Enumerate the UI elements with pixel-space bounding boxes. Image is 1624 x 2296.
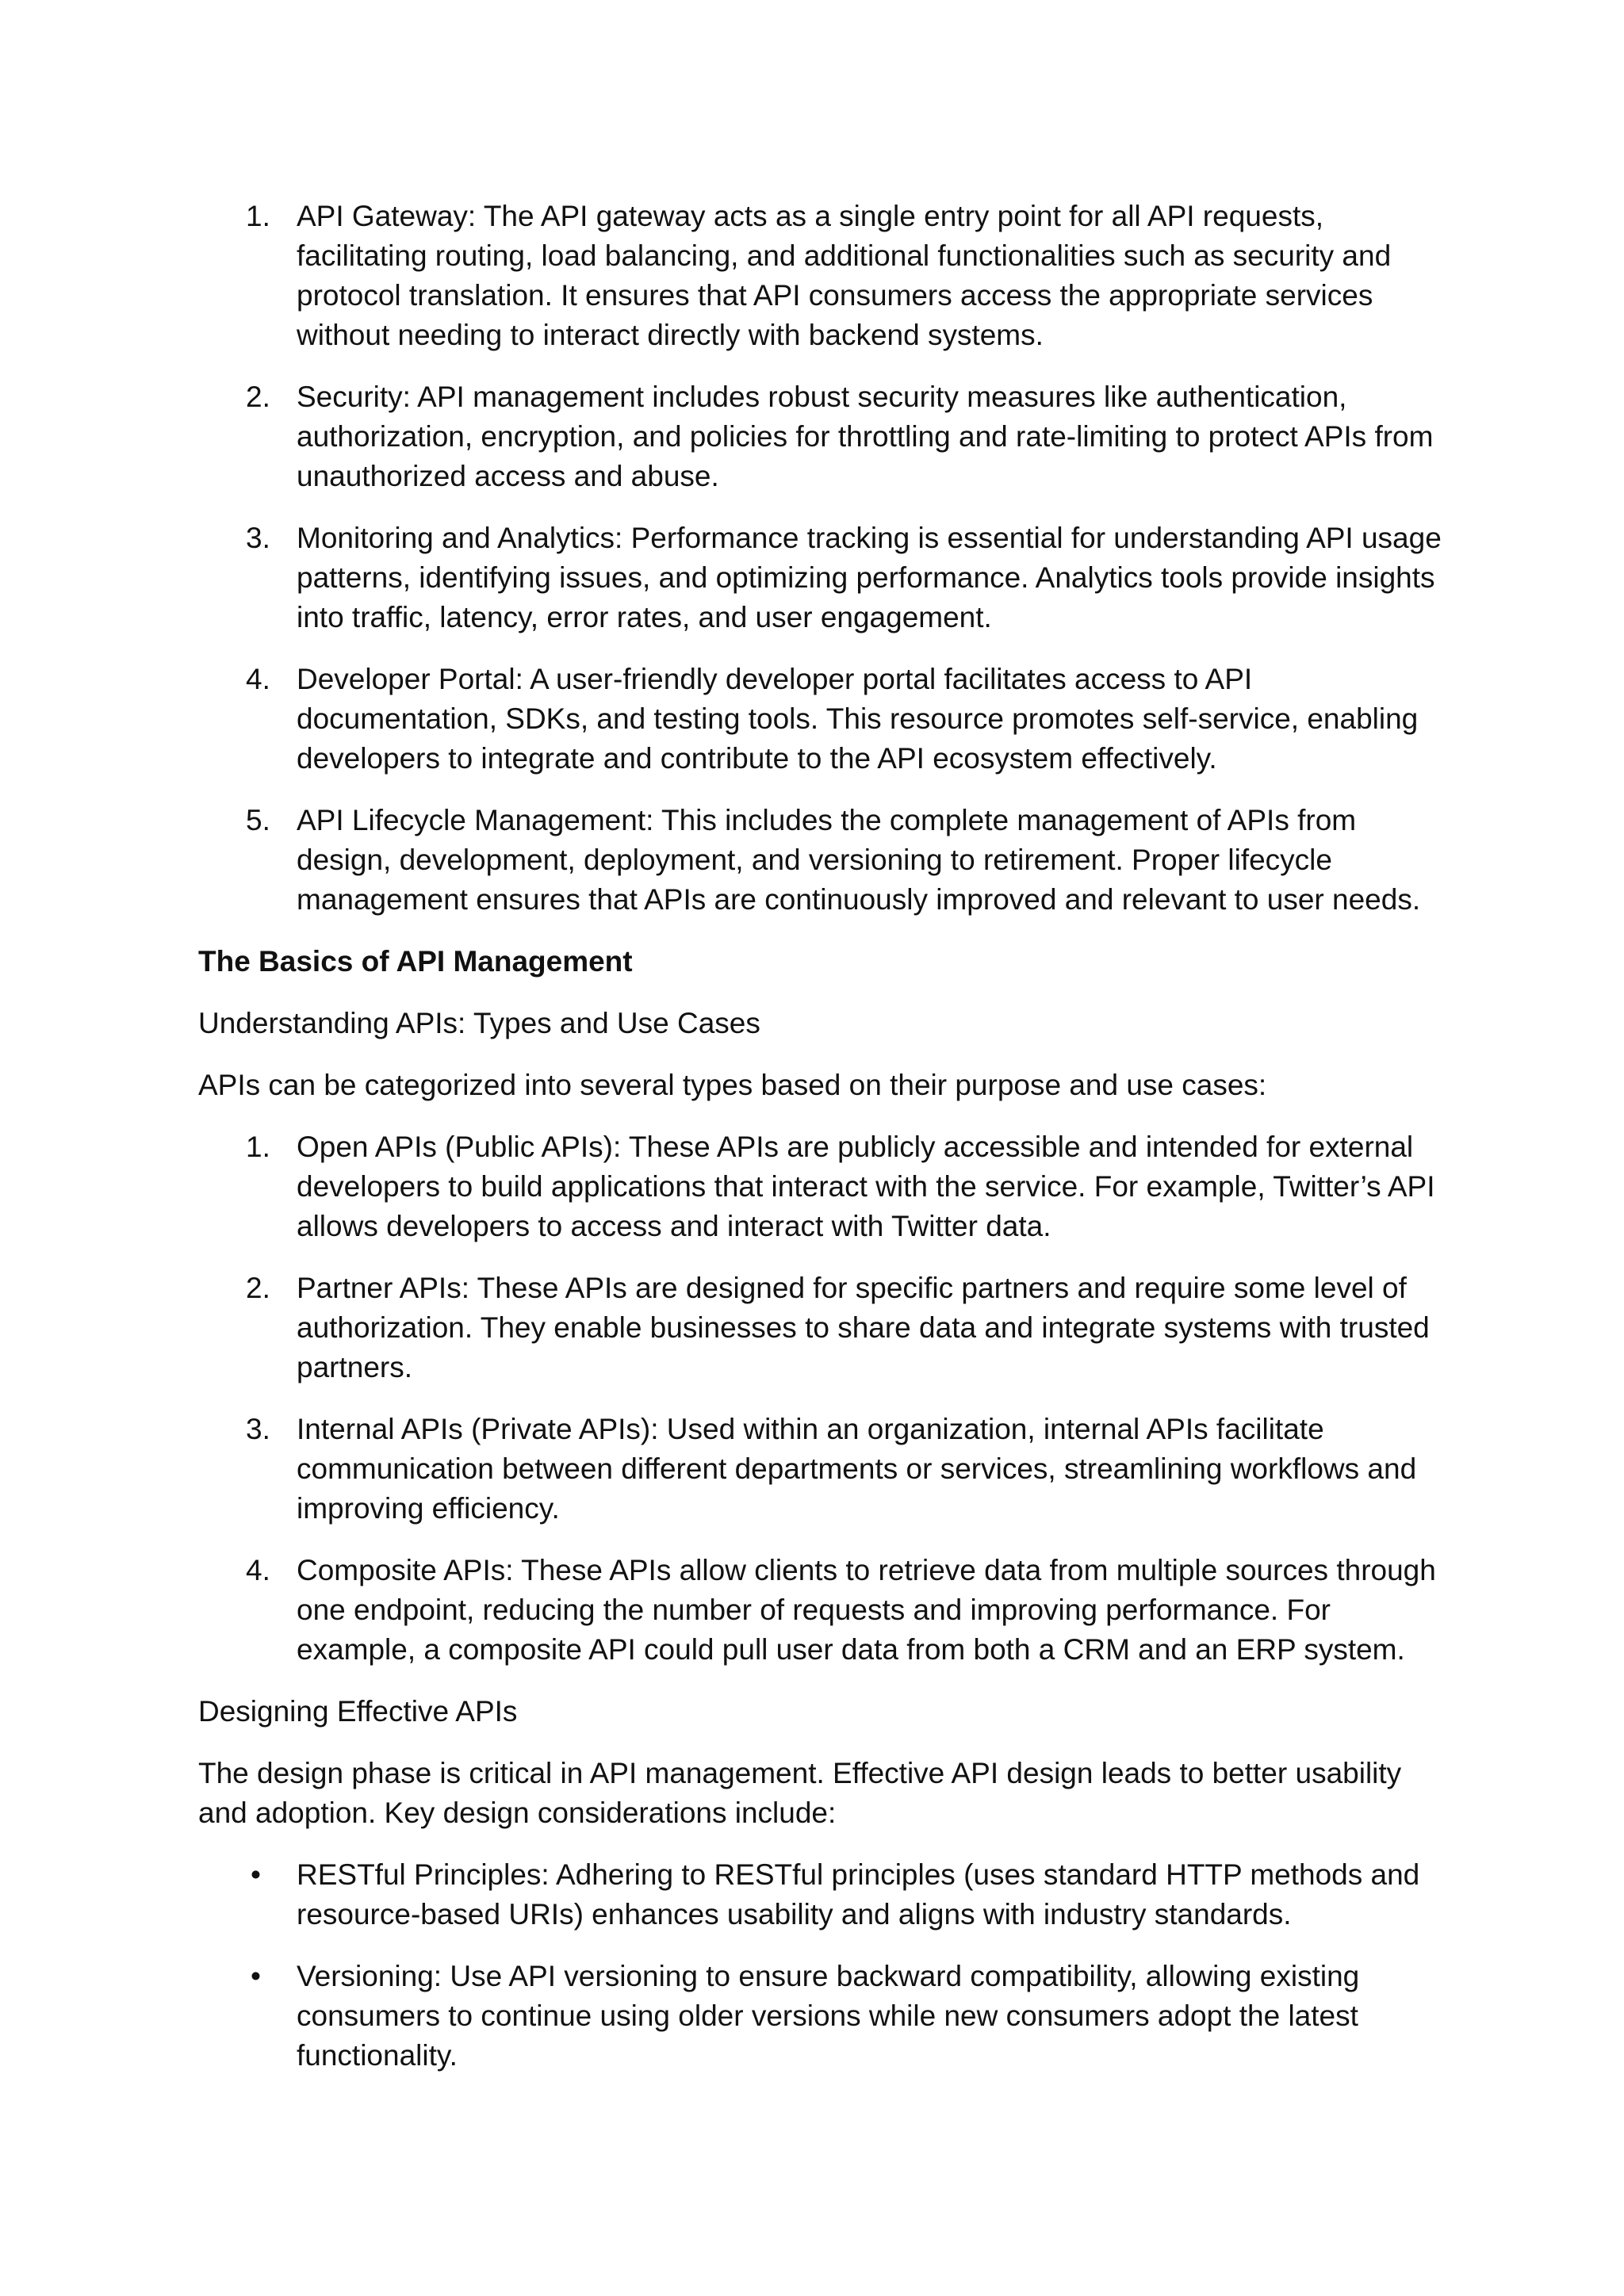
list-number: 5. xyxy=(246,804,270,836)
list-item xyxy=(198,801,1443,920)
list-number: 4. xyxy=(246,1554,270,1586)
list-item-text: API Gateway: The API gateway acts as a single entry point for all API requests, facilitating routing, load balancing, and additional functionalities such as security and protocol translation. It ensures that API consumers access the appropriate services without needing to interact directly with backend systems. xyxy=(297,200,1392,351)
list-number: 3. xyxy=(246,1413,270,1445)
intro-paragraph: APIs can be categorized into several types based on their purpose and use cases: xyxy=(198,1069,1267,1101)
design-considerations-list xyxy=(198,1855,1443,2076)
api-types-list xyxy=(198,1127,1443,1670)
subheading-designing-apis: Designing Effective APIs xyxy=(198,1695,518,1728)
list-item xyxy=(198,1269,1443,1387)
list-item xyxy=(198,1410,1443,1529)
list-item-text: Composite APIs: These APIs allow clients to retrieve data from multiple sources through one endpoint, reducing the number of requests and improving performance. For example, a composite API could pull user data from both a CRM and an ERP system. xyxy=(297,1554,1436,1666)
bullet-item-text: RESTful Principles: Adhering to RESTful principles (uses standard HTTP methods and resource-based URIs) enhances usability and aligns with industry standards. xyxy=(297,1858,1420,1931)
list-item-text: Security: API management includes robust security measures like authentication, authorization, encryption, and policies for throttling and rate-limiting to protect APIs from unauthorized access and abuse. xyxy=(297,381,1434,492)
section-heading: The Basics of API Management xyxy=(198,945,633,978)
bullet-item xyxy=(198,1957,1443,2076)
bullet-item-text: Versioning: Use API versioning to ensure backward compatibility, allowing existing consumers to continue using older versions while new consumers adopt the latest functionality. xyxy=(297,1960,1360,2072)
list-number: 1. xyxy=(246,200,270,232)
list-item-text: Open APIs (Public APIs): These APIs are publicly accessible and intended for external developers to build applications that interact with the service. For example, Twitter’s API allows developers to access and interact with Twitter data. xyxy=(297,1131,1435,1242)
bullet-item xyxy=(198,1855,1443,1934)
subheading-api-types: Understanding APIs: Types and Use Cases xyxy=(198,1007,760,1039)
list-number: 2. xyxy=(246,1272,270,1304)
components-list xyxy=(198,197,1443,920)
list-item xyxy=(198,1551,1443,1670)
list-item xyxy=(198,519,1443,637)
list-item-text: Partner APIs: These APIs are designed for specific partners and require some level of authorization. They enable businesses to share data and integrate systems with trusted partners. xyxy=(297,1272,1430,1383)
list-number: 4. xyxy=(246,663,270,695)
list-item xyxy=(198,197,1443,355)
list-item xyxy=(198,1127,1443,1246)
list-item-text: Developer Portal: A user-friendly developer portal facilitates access to API documentation, SDKs, and testing tools. This resource promotes self-service, enabling developers to integrate and contribute to the API ecosystem effectively. xyxy=(297,663,1419,775)
list-item-text: API Lifecycle Management: This includes the complete management of APIs from design, development, deployment, and versioning to retirement. Proper lifecycle management ensures that APIs are continuously improved and relevant to user needs. xyxy=(297,804,1421,916)
list-number: 3. xyxy=(246,522,270,554)
bullet-icon: • xyxy=(251,1858,261,1891)
bullet-icon: • xyxy=(251,1960,261,1992)
list-item xyxy=(198,660,1443,779)
document-page xyxy=(198,197,1443,2098)
list-item xyxy=(198,377,1443,496)
list-number: 2. xyxy=(246,381,270,413)
design-paragraph: The design phase is critical in API management. Effective API design leads to better usability and adoption. Key design considerations include: xyxy=(198,1757,1402,1829)
list-item-text: Monitoring and Analytics: Performance tracking is essential for understanding API usage patterns, identifying issues, and optimizing performance. Analytics tools provide insights into traffic, latency, error rates, and user engagement. xyxy=(297,522,1442,633)
list-item-text: Internal APIs (Private APIs): Used within an organization, internal APIs facilitate communication between different departments or services, streamlining workflows and improving efficiency. xyxy=(297,1413,1417,1525)
list-number: 1. xyxy=(246,1131,270,1163)
